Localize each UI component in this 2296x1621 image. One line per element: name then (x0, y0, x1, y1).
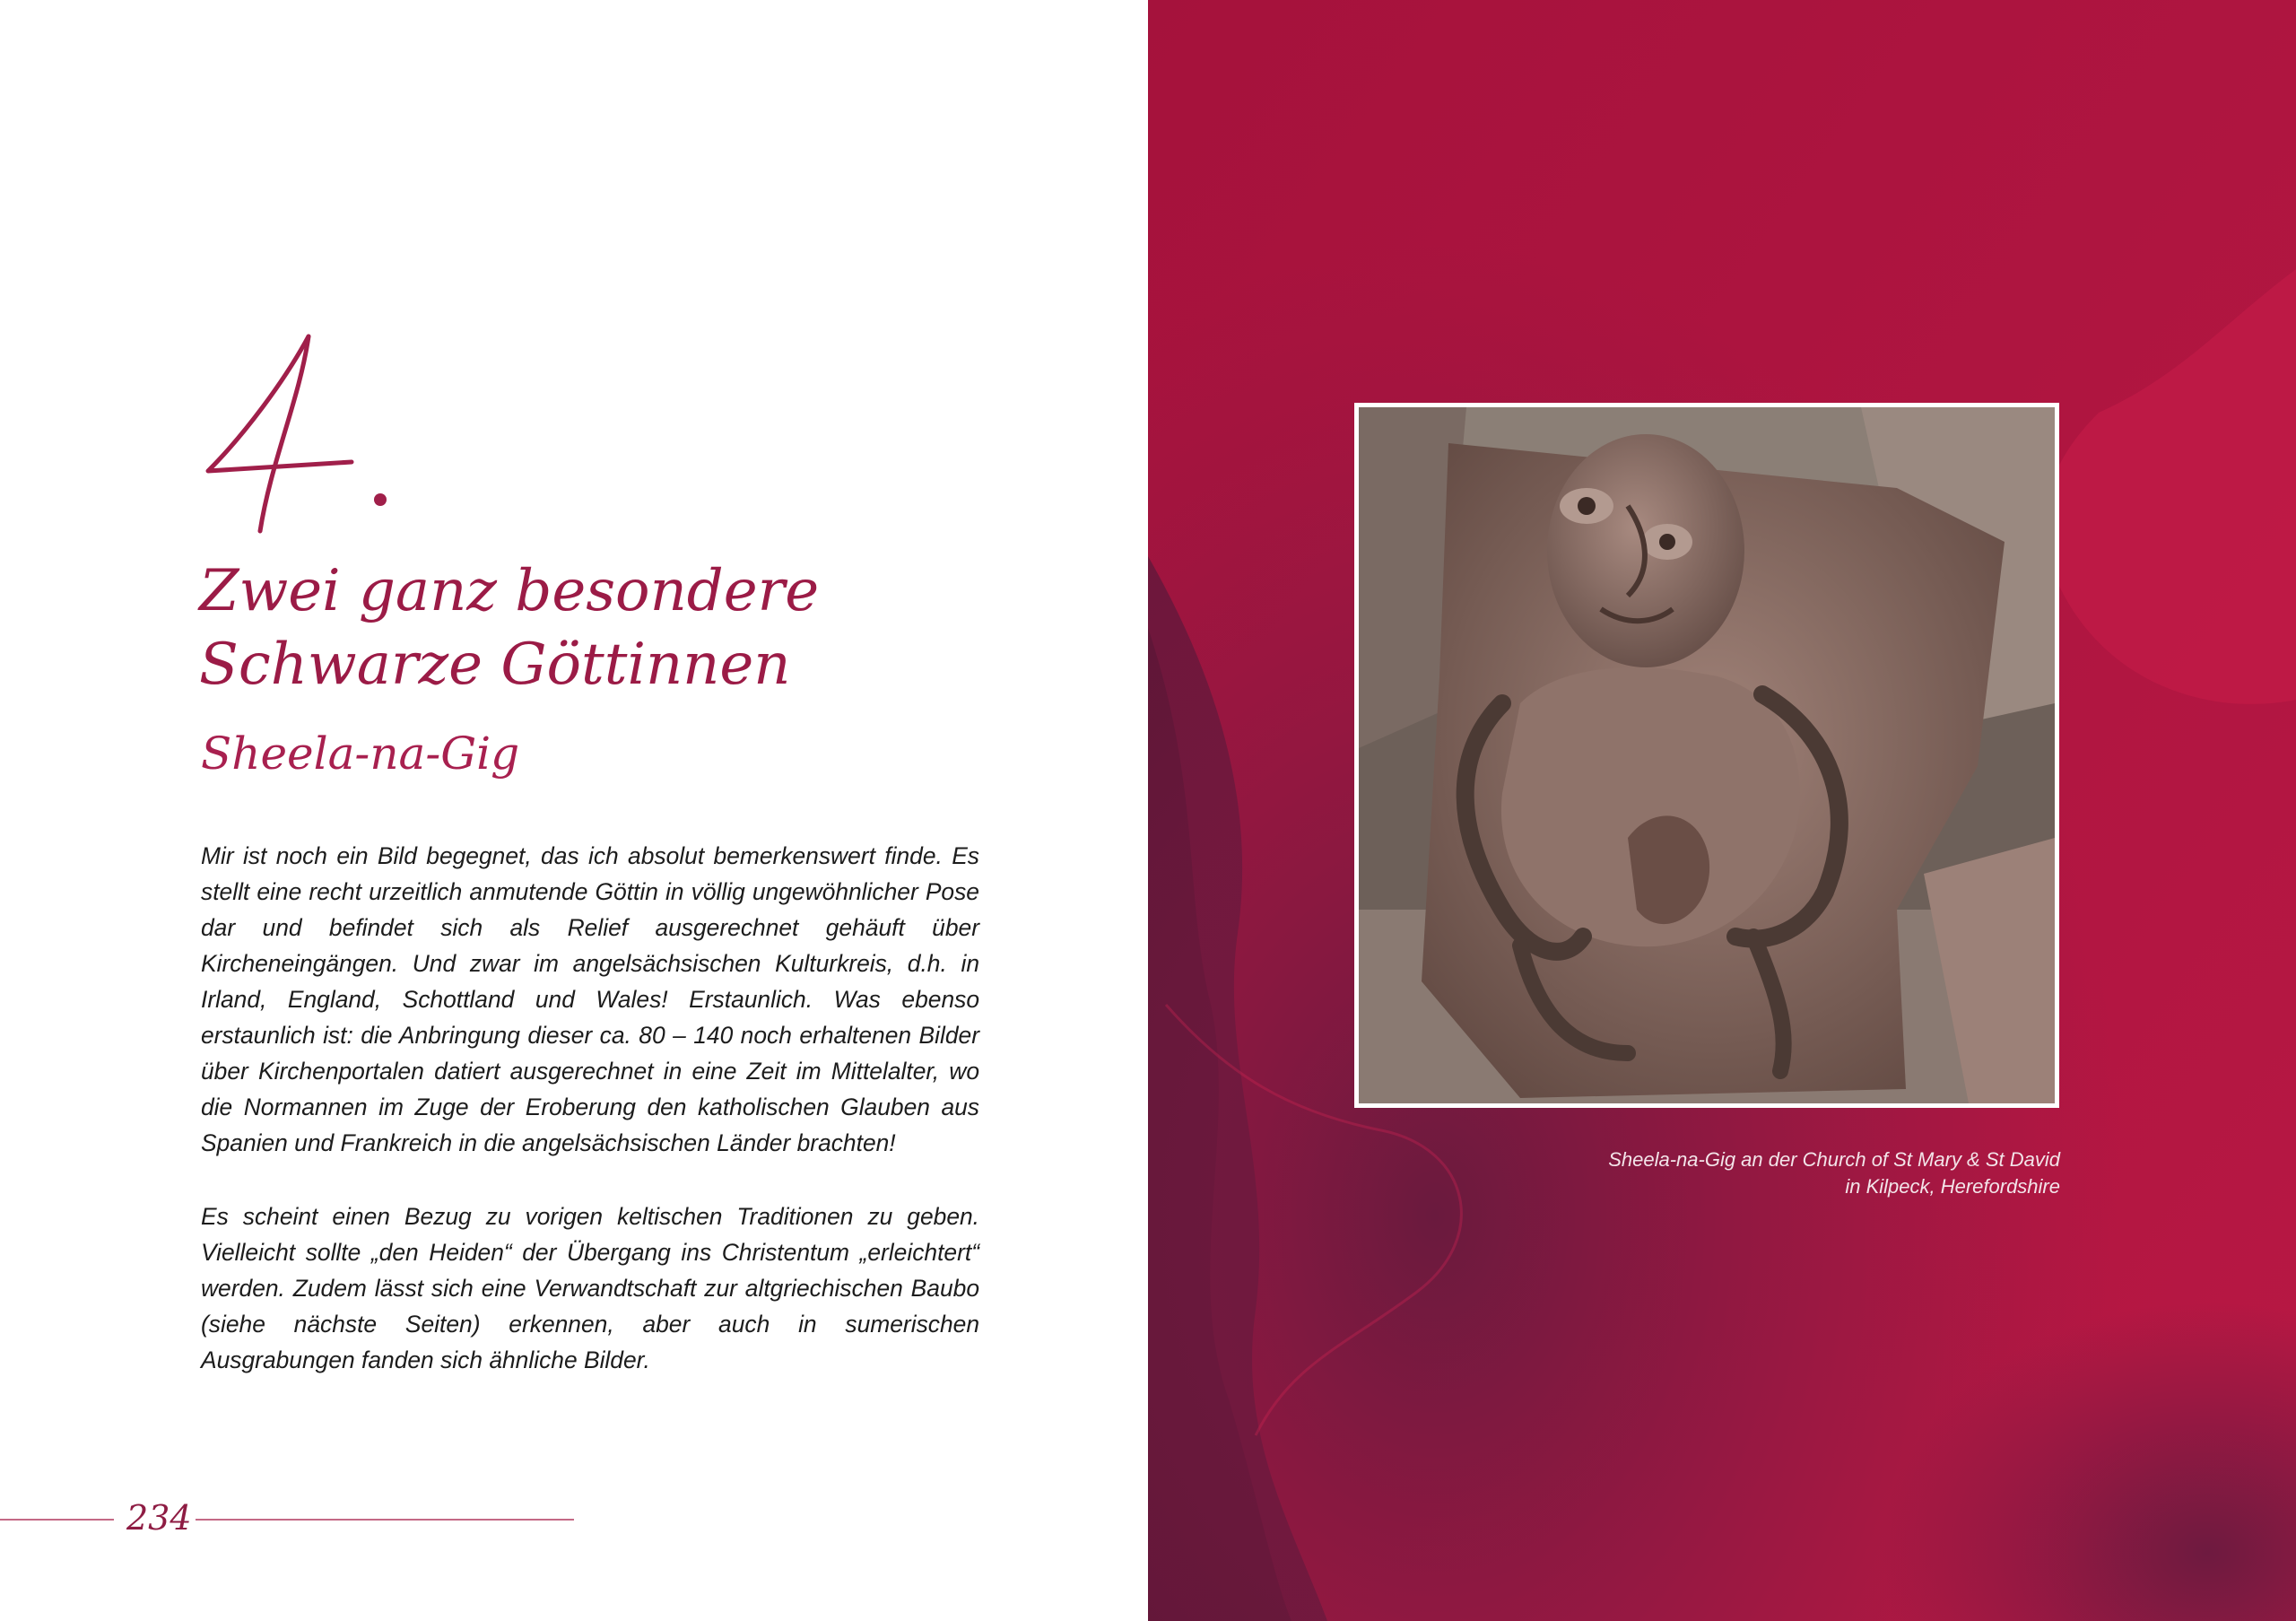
body-paragraph-2: Es scheint einen Bezug zu vorigen keltischen Traditionen zu geben. Vielleicht sollte „den Heiden“ der Übergang ins Christentum „erleichtert“ werden. Zudem lässt sich eine Verwandtschaft zur altgriechischen Baubo (siehe nächste Seiten) erkennen, aber auch in sumerischen Ausgrabungen fanden sich ähnliche Bilder. (201, 1203, 979, 1373)
page-footer (0, 1491, 583, 1545)
chapter-number (199, 327, 432, 552)
chapter-title (199, 554, 1006, 702)
figure-caption (1381, 1146, 2060, 1200)
section-title: Sheela-na-Gig (201, 728, 520, 780)
chapter-title-line-1: Zwei ganz besondere (199, 558, 820, 624)
page-number: 234 (126, 1498, 192, 1538)
right-page (1148, 0, 2296, 1621)
caption-line-1: Sheela-na-Gig an der Church of St Mary & St David (1608, 1148, 2060, 1171)
chapter-title-line-2: Schwarze Göttinnen (199, 632, 791, 698)
sculpture-photo (1354, 403, 2059, 1108)
footer-rule-right (196, 1519, 574, 1521)
sheela-na-gig-relief-image (1359, 407, 2055, 1103)
footer-rule-left (0, 1519, 114, 1521)
caption-line-2: in Kilpeck, Herefordshire (1845, 1175, 2060, 1198)
body-paragraph-1: Mir ist noch ein Bild begegnet, das ich absolut bemerkenswert finde. Es stellt eine recht urzeitlich anmutende Göttin in völlig ungewöhnlicher Pose dar und befindet sich als Relief ausgerechnet gehäuft über Kircheneingängen. Und zwar im angelsächsischen Kulturkreis, d.h. in Irland, England, Schottland und Wales! Erstaunlich. Was ebenso erstaunlich ist: die Anbringung dieser ca. 80 – 140 noch erhaltenen Bilder über Kirchenportalen datiert ausgerechnet in eine Zeit im Mittelalter, wo die Normannen im Zuge der Eroberung den katholischen Glauben aus Spanien und Frankreich in die angelsächsischen Länder brachten! (201, 842, 979, 1156)
